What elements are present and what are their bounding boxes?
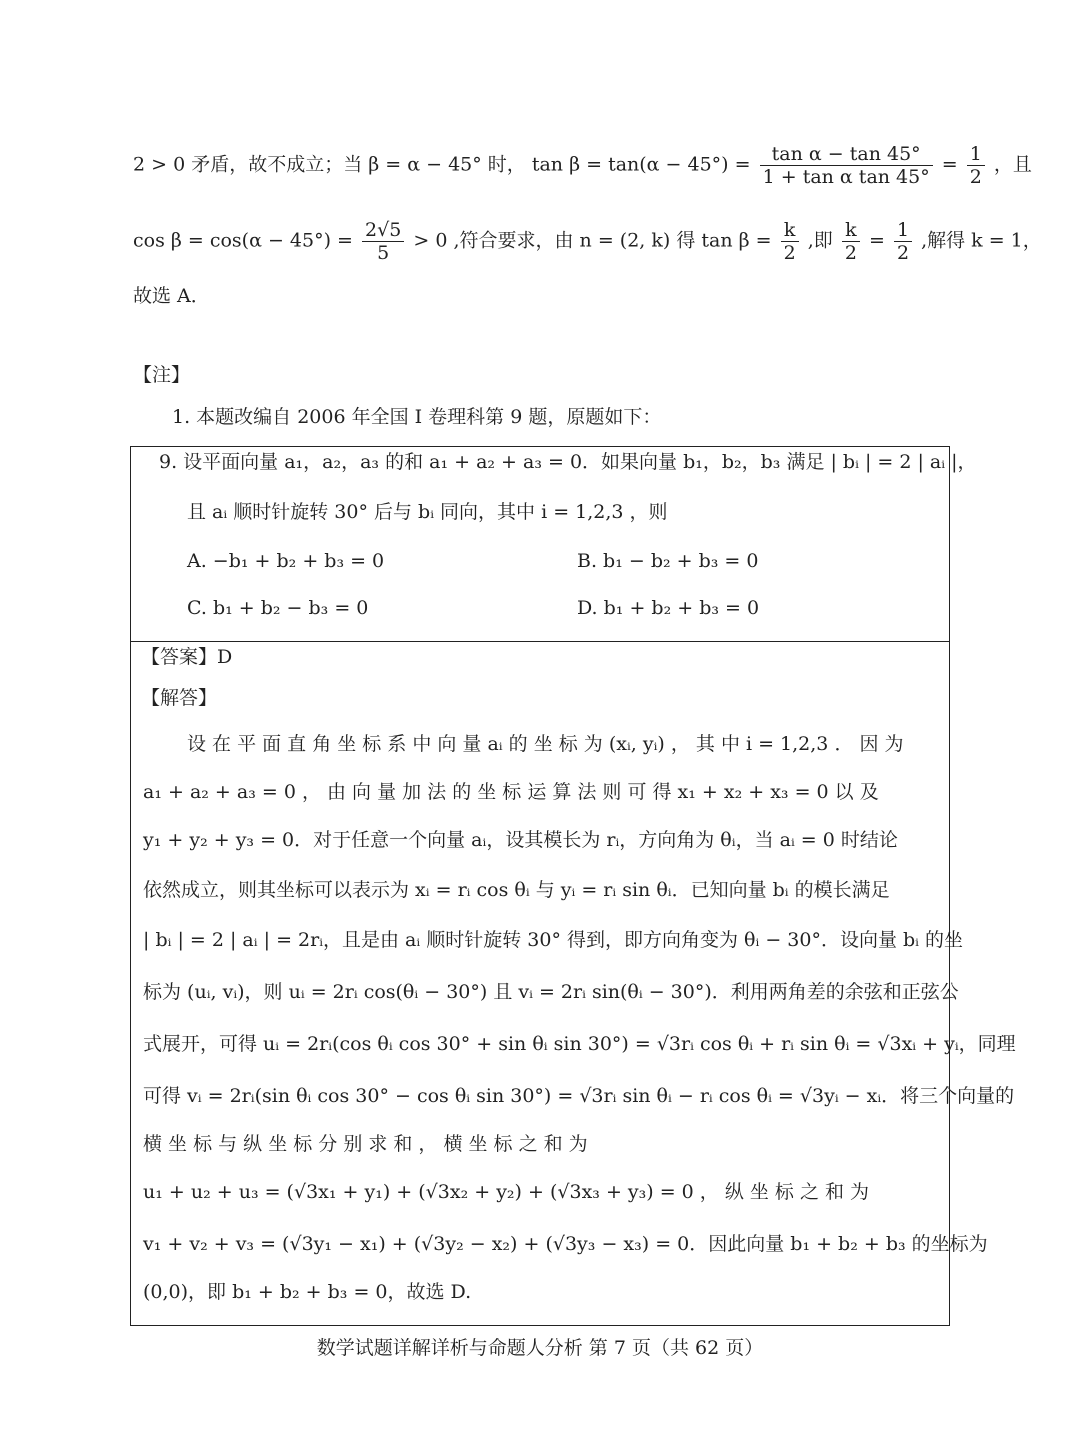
- solution-heading: 【解答】: [141, 687, 218, 709]
- note-item-1: 1. 本题改编自 2006 年全国 I 卷理科第 9 题，原题如下：: [172, 406, 662, 428]
- fraction-half: $\frac{1}{2}$: [967, 143, 985, 188]
- option-b: B. b₁ − b₂ + b₃ = 0: [577, 550, 759, 572]
- solution-line-4: 依然成立，则其坐标可以表示为 xᵢ = rᵢ cos θᵢ 与 yᵢ = rᵢ sin θᵢ．已知向量 bᵢ 的模长满足: [143, 879, 890, 901]
- solution-line-12: (0,0)，即 b₁ + b₂ + b₃ = 0，故选 D.: [143, 1281, 472, 1303]
- solution-line-1: 设 在 平 面 直 角 坐 标 系 中 向 量 aᵢ 的 坐 标 为 (xᵢ, yᵢ) ， 其 中 i = 1,2,3 ． 因 为: [187, 733, 904, 755]
- solution-line-11: v₁ + v₂ + v₃ = (√3y₁ − x₁) + (√3y₂ − x₂) + (√3y₃ − x₃) = 0．因此向量 b₁ + b₂ + b₃ 的坐标为: [143, 1233, 988, 1255]
- solution-line-5: | bᵢ | = 2 | aᵢ | = 2rᵢ，且是由 aᵢ 顺时针旋转 30° 得到，即方向角变为 θᵢ − 30°．设向量 bᵢ 的坐: [143, 929, 964, 951]
- text-line-2: cos β = cos(α − 45°) = $\frac{2√5}{5}$ > 0 ,符合要求，由 n = (2, k) 得 tan β = $\frac{k}{2}$ ,即 $\frac{k}{2}$ = $\frac{1}{2}$ ,解得 k = 1，: [133, 219, 1042, 264]
- fraction-k-2: $\frac{k}{2}$: [842, 219, 860, 264]
- solution-line-2: a₁ + a₂ + a₃ = 0 ， 由 向 量 加 法 的 坐 标 运 算 法 则 可 得 x₁ + x₂ + x₃ = 0 以 及: [143, 781, 879, 803]
- solution-line-9: 横 坐 标 与 纵 坐 标 分 别 求 和 ， 横 坐 标 之 和 为: [143, 1133, 588, 1155]
- question-line-1: 9. 设平面向量 a₁，a₂，a₃ 的和 a₁ + a₂ + a₃ = 0．如果向量 b₁，b₂，b₃ 满足 | bᵢ | = 2 | aᵢ |，: [159, 451, 977, 473]
- answer-line: 【答案】D: [141, 646, 233, 668]
- option-d: D. b₁ + b₂ + b₃ = 0: [577, 597, 760, 619]
- solution-line-6: 标为 (uᵢ, vᵢ)，则 uᵢ = 2rᵢ cos(θᵢ − 30°) 且 vᵢ = 2rᵢ sin(θᵢ − 30°)．利用两角差的余弦和正弦公: [143, 981, 959, 1003]
- solution-line-10: u₁ + u₂ + u₃ = (√3x₁ + y₁) + (√3x₂ + y₂) + (√3x₃ + y₃) = 0 ， 纵 坐 标 之 和 为: [143, 1181, 870, 1203]
- fraction-k-1: $\frac{k}{2}$: [781, 219, 799, 264]
- text-line-3: 故选 A．: [133, 285, 210, 307]
- original-problem-box: [130, 446, 1016, 1326]
- text-line-1: 2 > 0 矛盾，故不成立；当 β = α − 45° 时， tan β = tan(α − 45°) = $\frac{\text{tan α − tan 45°}}{\text{1 + tan α tan 45°}}$ = $\frac{1}{2}$ ，且: [133, 143, 1032, 188]
- option-c: C. b₁ + b₂ − b₃ = 0: [187, 597, 369, 619]
- fraction-half-2: $\frac{1}{2}$: [894, 219, 912, 264]
- box-divider: [131, 641, 949, 642]
- solution-line-7: 式展开，可得 uᵢ = 2rᵢ(cos θᵢ cos 30° + sin θᵢ sin 30°) = √3rᵢ cos θᵢ + rᵢ sin θᵢ = √3xᵢ + yᵢ，同理: [143, 1033, 1016, 1055]
- fraction-root5: $\frac{2√5}{5}$: [362, 219, 404, 264]
- fraction-tan: $\frac{\text{tan α − tan 45°}}{\text{1 + tan α tan 45°}}$: [760, 143, 933, 188]
- solution-line-3: y₁ + y₂ + y₃ = 0．对于任意一个向量 aᵢ，设其模长为 rᵢ，方向角为 θᵢ，当 aᵢ = 0 时结论: [143, 829, 898, 851]
- solution-line-8: 可得 vᵢ = 2rᵢ(sin θᵢ cos 30° − cos θᵢ sin 30°) = √3rᵢ sin θᵢ − rᵢ cos θᵢ = √3yᵢ − xᵢ．将三个向量的: [143, 1085, 1015, 1107]
- note-heading: 【注】: [133, 364, 191, 386]
- option-a: A. −b₁ + b₂ + b₃ = 0: [187, 550, 385, 572]
- page-footer: 数学试题详解详析与命题人分析 第 7 页（共 62 页）: [316, 1337, 764, 1359]
- question-line-2: 且 aᵢ 顺时针旋转 30° 后与 bᵢ 同向，其中 i = 1,2,3 ，则: [187, 501, 668, 523]
